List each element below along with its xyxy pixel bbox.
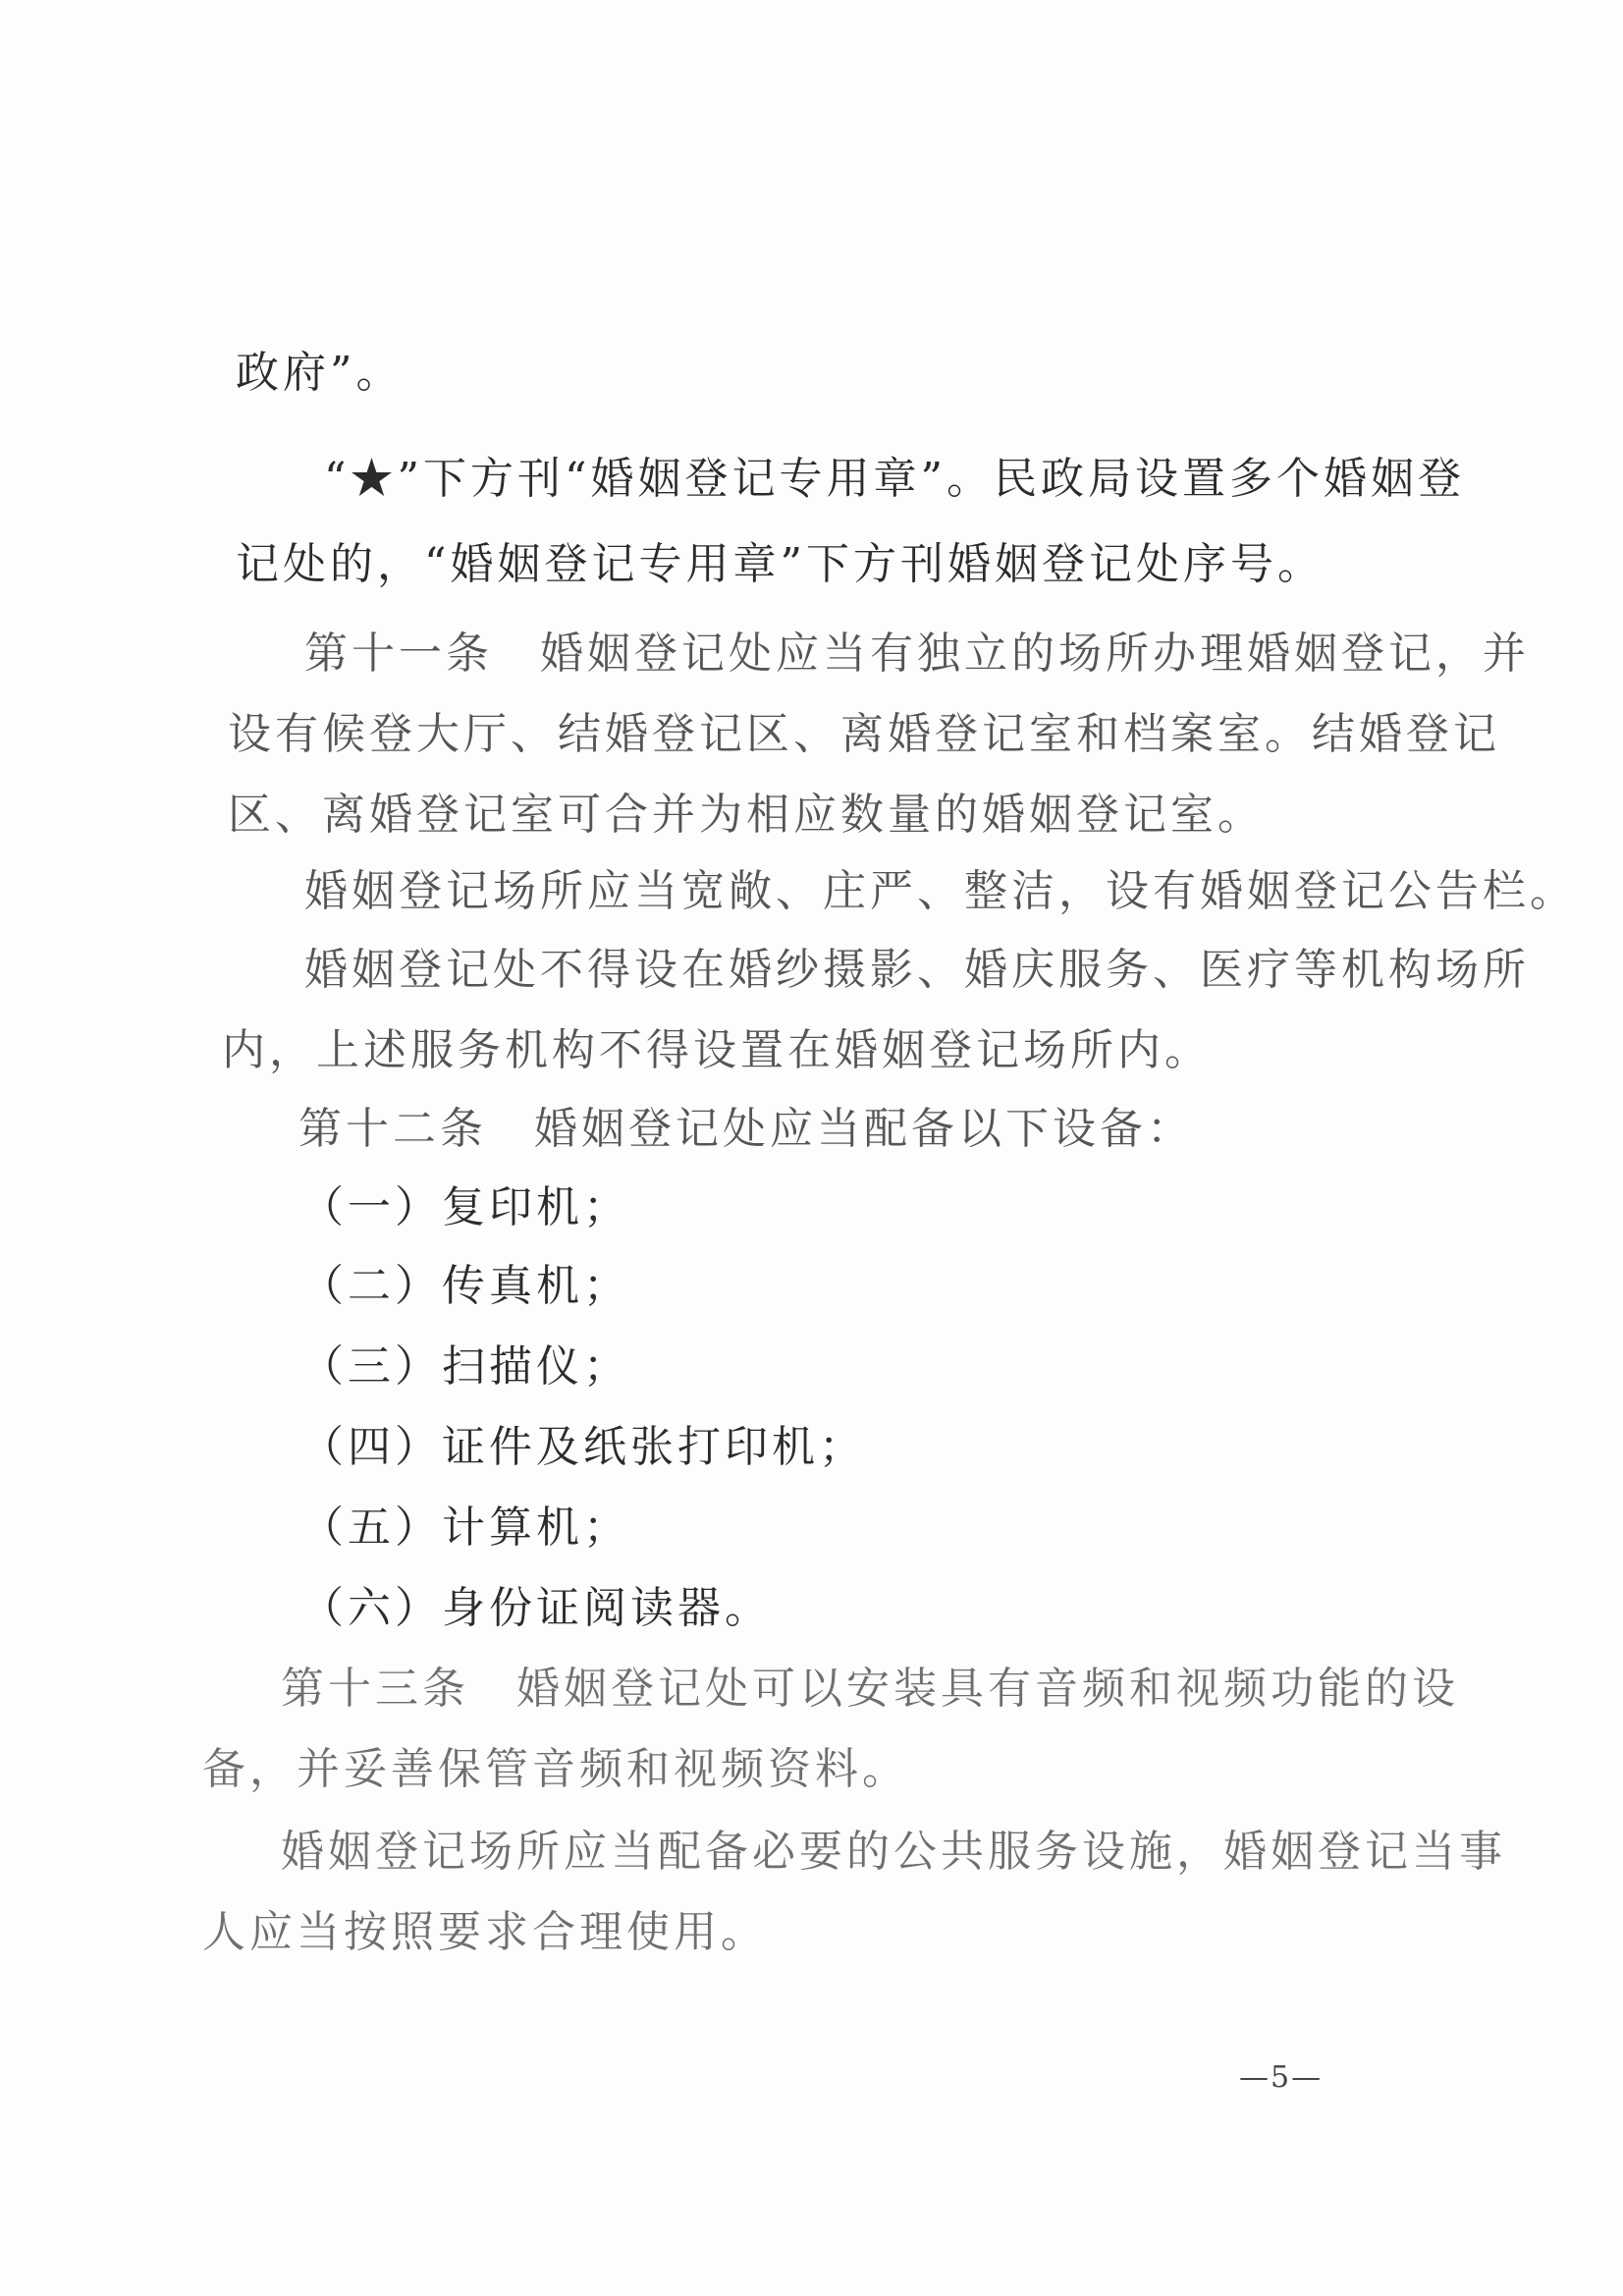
list-item-5: （五）计算机； <box>300 1503 630 1553</box>
text-line-7: 婚姻登记场所应当宽敞、庄严、整洁，设有婚姻登记公告栏。 <box>304 866 1577 916</box>
text-line-3: 记处的，“婚姻登记专用章”下方刊婚姻登记处序号。 <box>236 539 1325 589</box>
list-item-1: （一）复印机； <box>300 1182 630 1232</box>
list-item-2: （二）传真机； <box>300 1261 630 1311</box>
text-line-6: 区、离婚登记室可合并为相应数量的婚姻登记室。 <box>228 790 1265 840</box>
text-line-8: 婚姻登记处不得设在婚纱摄影、婚庆服务、医疗等机构场所 <box>304 945 1530 995</box>
list-item-4: （四）证件及纸张打印机； <box>300 1422 866 1472</box>
text-line-20: 人应当按照要求合理使用。 <box>202 1907 768 1957</box>
text-line-18: 备，并妥善保管音频和视频资料。 <box>202 1744 909 1794</box>
list-item-6: （六）身份证阅读器。 <box>300 1583 772 1633</box>
text-line-4: 第十一条 婚姻登记处应当有独立的场所办理婚姻登记，并 <box>304 629 1530 679</box>
text-line-5: 设有候登大厅、结婚登记区、离婚登记室和档案室。结婚登记 <box>228 709 1500 759</box>
text-line-9: 内，上述服务机构不得设置在婚姻登记场所内。 <box>222 1025 1212 1075</box>
text-line-19: 婚姻登记场所应当配备必要的公共服务设施，婚姻登记当事 <box>281 1827 1506 1877</box>
text-line-17: 第十三条 婚姻登记处可以安装具有音频和视频功能的设 <box>281 1664 1459 1714</box>
text-line-10: 第十二条 婚姻登记处应当配备以下设备： <box>298 1104 1194 1154</box>
page-number: —5— <box>1239 2060 1324 2095</box>
text-line-2: “★”下方刊“婚姻登记专用章”。民政局设置多个婚姻登 <box>324 454 1465 504</box>
text-line-1: 政府”。 <box>236 348 404 398</box>
list-item-3: （三）扫描仪； <box>300 1341 630 1392</box>
